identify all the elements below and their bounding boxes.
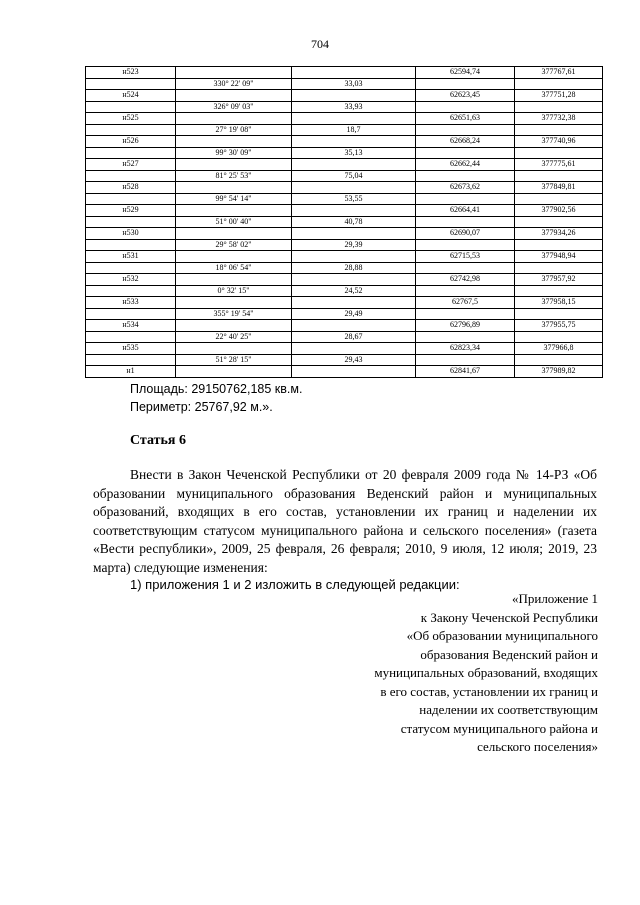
distance-cell [292, 67, 416, 79]
article-paragraph: Внести в Закон Чеченской Республики от 20 февраля 2009 года № 14-РЗ «Об образовании муниципального образования Веденский район и муниципальных образований, входящих в его состав, установлении их границ и наделении их соответствующим статусом муниципального района и сельского поселения» (газета «Вести республики», 2009, 25 февраля, 26 февраля; 2010, 9 июля, 12 июля; 2019, 23 марта) следующие изменения: [93, 467, 597, 575]
direction-angle-cell: 0° 32' 15" [176, 285, 292, 297]
distance-cell [292, 251, 416, 263]
direction-angle-cell [176, 297, 292, 309]
distance-cell: 28,67 [292, 331, 416, 343]
x-coordinate-cell: 62623,45 [416, 90, 515, 102]
point-id-cell: н530 [86, 228, 176, 240]
direction-angle-cell: 22° 40' 25" [176, 331, 292, 343]
appendix-line: «Об образовании муниципального [406, 628, 598, 643]
table-row [86, 228, 603, 240]
direction-angle-cell: 99° 54' 14" [176, 193, 292, 205]
distance-cell: 18,7 [292, 124, 416, 136]
point-id-cell: н535 [86, 343, 176, 355]
point-id-cell [86, 239, 176, 251]
table-row [86, 320, 603, 332]
x-coordinate-cell [416, 101, 515, 113]
distance-cell: 53,55 [292, 193, 416, 205]
distance-cell: 33,03 [292, 78, 416, 90]
y-coordinate-cell: 377775,61 [515, 159, 603, 171]
direction-angle-cell [176, 182, 292, 194]
distance-cell [292, 205, 416, 217]
point-id-cell [86, 354, 176, 366]
y-coordinate-cell [515, 262, 603, 274]
point-id-cell: н1 [86, 366, 176, 378]
table-row [86, 262, 603, 274]
table-row [86, 147, 603, 159]
table-row [86, 274, 603, 286]
table-row [86, 297, 603, 309]
y-coordinate-cell [515, 216, 603, 228]
y-coordinate-cell [515, 78, 603, 90]
point-id-cell [86, 216, 176, 228]
distance-cell: 24,52 [292, 285, 416, 297]
distance-cell: 75,04 [292, 170, 416, 182]
amendment-item-1: 1) приложения 1 и 2 изложить в следующей редакции: [130, 577, 460, 592]
point-id-cell [86, 170, 176, 182]
distance-cell [292, 113, 416, 125]
table-row [86, 251, 603, 263]
x-coordinate-cell [416, 285, 515, 297]
appendix-line: статусом муниципального района и [400, 720, 598, 736]
point-id-cell: н524 [86, 90, 176, 102]
table-body [86, 67, 603, 378]
x-coordinate-cell: 62742,98 [416, 274, 515, 286]
table-row [86, 159, 603, 171]
direction-angle-cell: 27° 19' 08" [176, 124, 292, 136]
x-coordinate-cell [416, 262, 515, 274]
point-id-cell [86, 124, 176, 136]
table-row [86, 182, 603, 194]
direction-angle-cell [176, 274, 292, 286]
table-row [86, 331, 603, 343]
x-coordinate-cell: 62662,44 [416, 159, 515, 171]
table-row [86, 136, 603, 148]
point-id-cell [86, 331, 176, 343]
distance-cell: 40,78 [292, 216, 416, 228]
table-row [86, 308, 603, 320]
direction-angle-cell: 29° 58' 02" [176, 239, 292, 251]
y-coordinate-cell: 377957,92 [515, 274, 603, 286]
y-coordinate-cell [515, 285, 603, 297]
direction-angle-cell: 81° 25' 53" [176, 170, 292, 182]
direction-angle-cell [176, 67, 292, 79]
point-id-cell [86, 78, 176, 90]
y-coordinate-cell [515, 308, 603, 320]
y-coordinate-cell: 377958,15 [515, 297, 603, 309]
y-coordinate-cell: 377767,61 [515, 67, 603, 79]
x-coordinate-cell [416, 239, 515, 251]
x-coordinate-cell [416, 147, 515, 159]
distance-cell [292, 90, 416, 102]
table-row [86, 285, 603, 297]
table-row [86, 343, 603, 355]
y-coordinate-cell: 377849,81 [515, 182, 603, 194]
appendix-line: в его состав, установлении их границ и [380, 683, 598, 699]
point-id-cell [86, 285, 176, 297]
appendix-line: к Закону Чеченской Республики [420, 609, 598, 625]
direction-angle-cell: 355° 19' 54" [176, 308, 292, 320]
point-id-cell [86, 308, 176, 320]
table-row [86, 366, 603, 378]
direction-angle-cell: 18° 06' 54" [176, 262, 292, 274]
direction-angle-cell: 51° 28' 15" [176, 354, 292, 366]
direction-angle-cell [176, 113, 292, 125]
distance-cell [292, 343, 416, 355]
x-coordinate-cell: 62841,67 [416, 366, 515, 378]
distance-cell [292, 297, 416, 309]
y-coordinate-cell: 377934,26 [515, 228, 603, 240]
point-id-cell: н528 [86, 182, 176, 194]
direction-angle-cell [176, 251, 292, 263]
table-row [86, 113, 603, 125]
x-coordinate-cell [416, 170, 515, 182]
x-coordinate-cell [416, 78, 515, 90]
direction-angle-cell [176, 159, 292, 171]
x-coordinate-cell: 62690,07 [416, 228, 515, 240]
point-id-cell: н531 [86, 251, 176, 263]
table-row [86, 124, 603, 136]
direction-angle-cell [176, 343, 292, 355]
y-coordinate-cell [515, 193, 603, 205]
boundary-coordinates-table [85, 66, 603, 378]
y-coordinate-cell: 377902,56 [515, 205, 603, 217]
table-row [86, 78, 603, 90]
y-coordinate-cell [515, 147, 603, 159]
appendix-line: образования Веденский район и [420, 646, 598, 662]
distance-cell [292, 320, 416, 332]
x-coordinate-cell [416, 331, 515, 343]
y-coordinate-cell: 377955,75 [515, 320, 603, 332]
distance-cell [292, 159, 416, 171]
y-coordinate-cell: 377966,8 [515, 343, 603, 355]
direction-angle-cell [176, 136, 292, 148]
appendix-line: муниципальных образований, входящих [374, 665, 598, 680]
table-row [86, 239, 603, 251]
x-coordinate-cell [416, 124, 515, 136]
direction-angle-cell: 326° 09' 03" [176, 101, 292, 113]
y-coordinate-cell [515, 101, 603, 113]
point-id-cell [86, 147, 176, 159]
point-id-cell: н523 [86, 67, 176, 79]
direction-angle-cell: 330° 22' 09" [176, 78, 292, 90]
y-coordinate-cell [515, 354, 603, 366]
distance-cell: 29,49 [292, 308, 416, 320]
distance-cell [292, 182, 416, 194]
point-id-cell: н526 [86, 136, 176, 148]
summary-block [130, 380, 302, 416]
table-row [86, 205, 603, 217]
x-coordinate-cell [416, 216, 515, 228]
y-coordinate-cell: 377732,38 [515, 113, 603, 125]
distance-cell [292, 274, 416, 286]
point-id-cell: н529 [86, 205, 176, 217]
distance-cell: 35,13 [292, 147, 416, 159]
distance-cell: 28,88 [292, 262, 416, 274]
table-row [86, 170, 603, 182]
x-coordinate-cell [416, 193, 515, 205]
x-coordinate-cell: 62715,53 [416, 251, 515, 263]
direction-angle-cell [176, 205, 292, 217]
x-coordinate-cell: 62664,41 [416, 205, 515, 217]
table-row [86, 67, 603, 79]
x-coordinate-cell [416, 308, 515, 320]
point-id-cell: н534 [86, 320, 176, 332]
point-id-cell [86, 262, 176, 274]
x-coordinate-cell: 62673,62 [416, 182, 515, 194]
table-row [86, 193, 603, 205]
distance-cell: 29,43 [292, 354, 416, 366]
direction-angle-cell [176, 320, 292, 332]
distance-cell [292, 366, 416, 378]
distance-cell: 33,93 [292, 101, 416, 113]
point-id-cell: н527 [86, 159, 176, 171]
point-id-cell: н525 [86, 113, 176, 125]
x-coordinate-cell: 62796,89 [416, 320, 515, 332]
distance-cell [292, 228, 416, 240]
point-id-cell [86, 193, 176, 205]
table-row [86, 90, 603, 102]
y-coordinate-cell: 377751,28 [515, 90, 603, 102]
point-id-cell: н532 [86, 274, 176, 286]
x-coordinate-cell: 62823,34 [416, 343, 515, 355]
table-row [86, 101, 603, 113]
direction-angle-cell: 51° 00' 40" [176, 216, 292, 228]
distance-cell: 29,39 [292, 239, 416, 251]
direction-angle-cell [176, 228, 292, 240]
table-row [86, 216, 603, 228]
y-coordinate-cell [515, 239, 603, 251]
area-text: Площадь: 29150762,185 кв.м. [130, 382, 303, 396]
x-coordinate-cell: 62594,74 [416, 67, 515, 79]
appendix-line: наделении их соответствующим [419, 702, 598, 717]
page-number: 704 [311, 37, 329, 51]
table-row [86, 354, 603, 366]
x-coordinate-cell: 62651,63 [416, 113, 515, 125]
direction-angle-cell [176, 366, 292, 378]
direction-angle-cell: 99° 30' 09" [176, 147, 292, 159]
article-heading: Статья 6 [130, 433, 186, 448]
point-id-cell [86, 101, 176, 113]
y-coordinate-cell [515, 331, 603, 343]
distance-cell [292, 136, 416, 148]
appendix-heading-block [278, 590, 598, 757]
point-id-cell: н533 [86, 297, 176, 309]
y-coordinate-cell: 377948,94 [515, 251, 603, 263]
direction-angle-cell [176, 90, 292, 102]
appendix-line: сельского поселения» [477, 739, 598, 754]
y-coordinate-cell: 377989,82 [515, 366, 603, 378]
y-coordinate-cell: 377740,96 [515, 136, 603, 148]
x-coordinate-cell: 62668,24 [416, 136, 515, 148]
perimeter-text: Периметр: 25767,92 м.». [130, 400, 273, 414]
y-coordinate-cell [515, 170, 603, 182]
x-coordinate-cell: 62767,5 [416, 297, 515, 309]
x-coordinate-cell [416, 354, 515, 366]
appendix-line: «Приложение 1 [511, 591, 598, 606]
y-coordinate-cell [515, 124, 603, 136]
